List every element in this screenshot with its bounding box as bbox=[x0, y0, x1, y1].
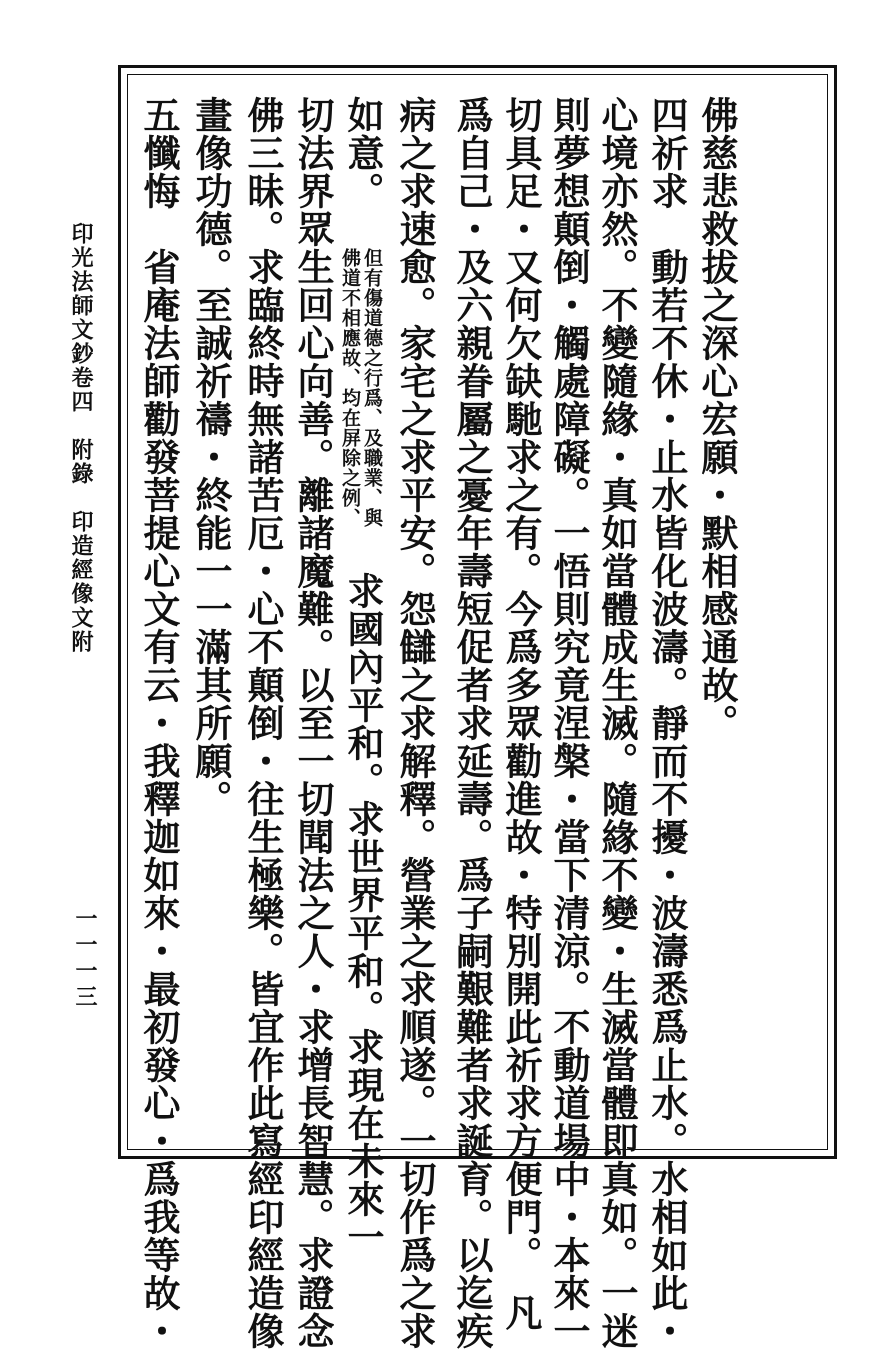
text-column-12: 五懺悔 省庵法師勸發菩提心文有云・我釋迦如來・最初發心・爲我等故・ bbox=[137, 96, 181, 1350]
text-column-3: 心境亦然。不變隨緣・真如當體成生滅。隨緣不變・生滅當體即真如。一迷 bbox=[595, 96, 639, 1350]
note-line-1: 但有傷道德之行爲、及職業、與 bbox=[361, 248, 383, 528]
text-column-10: 佛三昧。求臨終時無諸苦厄・心不顛倒・往生極樂。皆宜作此寫經印經造像 bbox=[241, 96, 285, 1350]
running-title: 印光法師文鈔卷四 附錄 印造經像文附 bbox=[68, 222, 94, 654]
page-number: 一一一三 bbox=[72, 907, 98, 1011]
text-column-5: 切具足・又何欠缺馳求之有。今爲多眾勸進故・特別開此祈求方便門。 凡 bbox=[499, 96, 543, 1332]
text-column-11: 畫像功德。至誠祈禱・終能一一滿其所願。 bbox=[189, 96, 233, 818]
text-column-8a: 如意。 bbox=[341, 96, 385, 210]
note-line-2: 佛道不相應故、均在屏除之例、 bbox=[339, 248, 361, 528]
text-column-2: 四祈求 動若不休・止水皆化波濤。靜而不擾・波濤悉爲止水。水相如此・ bbox=[645, 96, 689, 1350]
text-column-7: 病之求速愈。家宅之求平安。怨讎之求解釋。營業之求順遂。一切作爲之求 bbox=[393, 96, 437, 1350]
text-column-9: 切法界眾生回心向善。離諸魔難。以至一切聞法之人・求增長智慧。求證念 bbox=[291, 96, 335, 1350]
text-column-6: 爲自己・及六親眷屬之憂年壽短促者求延壽。爲子嗣艱難者求誕育。以迄疾 bbox=[450, 96, 494, 1350]
text-column-1: 佛慈悲救拔之深心宏願・默相感通故。 bbox=[695, 96, 739, 742]
text-column-8b: 求國內平和。求世界平和。求現在未來一 bbox=[341, 572, 385, 1256]
text-column-4: 則夢想顛倒・觸處障礙。一悟則究竟涅槃・當下清涼。不動道場中・本來一 bbox=[547, 96, 591, 1350]
